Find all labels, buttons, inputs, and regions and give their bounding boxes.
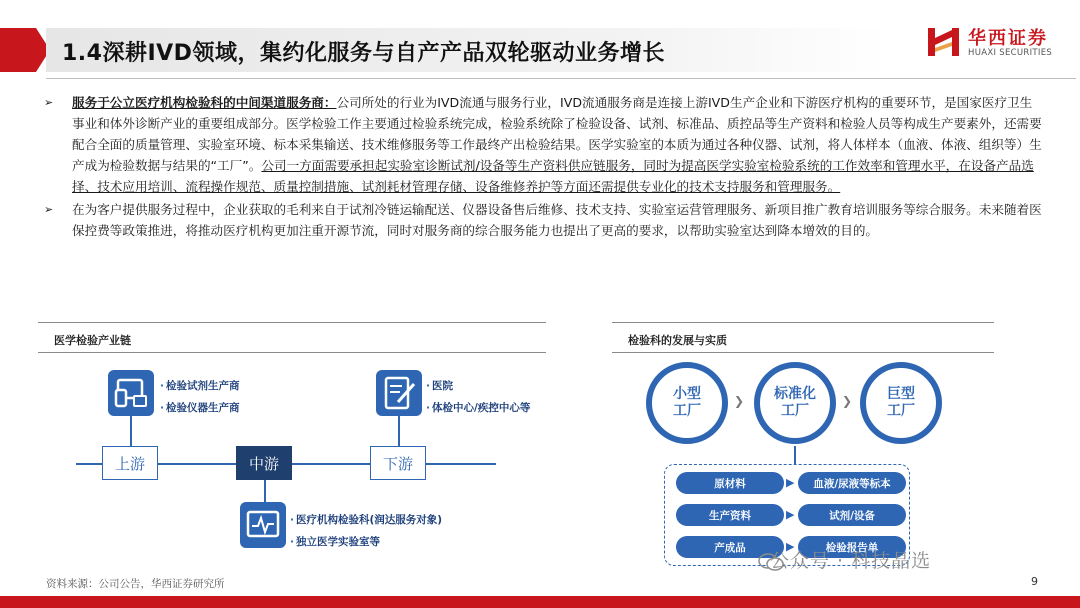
upstream-item: · 检验试剂生产商: [160, 380, 240, 392]
midstream-icon-box: [240, 502, 286, 548]
page-number: 9: [1031, 575, 1038, 588]
arrow-right-icon: ▶: [786, 476, 795, 489]
midstream-connector: [264, 480, 266, 504]
logo-chinese-name: 华西证券: [968, 28, 1048, 49]
bullet-item: [44, 199, 1044, 241]
midstream-item: · 医疗机构检验科(润达服务对象): [290, 514, 443, 526]
brand-logo: [926, 22, 1066, 62]
chevron-right-icon: ❯: [734, 394, 745, 408]
output-pill: 血液/尿液等标本: [798, 472, 906, 494]
bullet-lead: 服务于公立医疗机构检验科的中间渠道服务商：: [72, 95, 337, 110]
right-panel-bottom-line: [612, 352, 994, 353]
bullet-text: 公司所处的行业为IVD流通与服务行业，IVD流通服务商是连接上游IVD生产企业和下游医疗机构的重要环节，是国家医疗卫生事业和体外诊断产业的重要组成部分。医学检验工作主要通过检验系统完成，检验系统除了检验设备、试剂、标准品、质控品等生产资料和检验人员等构成生产要素外，还需要配合全面的质量管理、实验室环境、标本采集输送、技术维修服务等工作最终产出检验结果。医学实验室的本质为通过各种仪器、试剂，将人体样本（血液、体液、组织等）生产成为检验数据与结果的“工厂”。: [72, 95, 1042, 173]
bullet-item: [44, 92, 1044, 197]
input-pill: 产成品: [676, 536, 784, 558]
document-edit-icon: [376, 370, 422, 416]
bullet-arrow-icon: ➢: [44, 203, 54, 216]
bullet-text: 在为客户提供服务过程中，企业获取的毛利来自于试剂冷链运输配送、仪器设备售后维修、技术支持、实验室运营管理服务、新项目推广教育培训服务等综合服务。未来随着医保控费等政策推进，将推动医疗机构更加注重开源节流，同时对服务商的综合服务能力也提出了更高的要求，以帮助实验室达到降本增效的目的。: [72, 202, 1042, 238]
downstream-item: · 体检中心/疾控中心等: [426, 402, 531, 414]
title-accent-block: [0, 28, 36, 72]
upstream-connector: [130, 416, 132, 448]
arrow-right-icon: ▶: [786, 508, 795, 521]
stage-circle-small: [646, 362, 728, 444]
logo-english-name: HUAXI SECURITIES: [968, 48, 1053, 58]
right-panel-top-line: [612, 322, 994, 323]
output-pill: 检验报告单: [798, 536, 906, 558]
footer-bar: [0, 596, 1080, 608]
bullet-underlined-text: 公司一方面需要承担起实验室诊断试剂/设备等生产资料供应链服务，同时为提高医学实验室检验系统的工作效率和管理水平，在设备产品选择、技术应用培训、流程操作规范、质量控制措施、试剂耗材管理存储、设备维修养护等方面还需提供专业化的技术支持服务和管理服务。: [72, 158, 1034, 194]
huaxi-logo-icon: [926, 24, 962, 58]
circle-connector: [794, 446, 796, 464]
left-panel-title: 医学检验产业链: [54, 334, 131, 347]
stage-circle-standard: [754, 362, 836, 444]
upstream-item: · 检验仪器生产商: [160, 402, 240, 414]
stage-label: 标准化 工厂: [774, 386, 816, 419]
devices-icon: [108, 370, 154, 416]
stage-label: 小型 工厂: [673, 386, 701, 419]
upstream-box: 上游: [102, 446, 158, 480]
left-panel-top-line: [38, 322, 546, 323]
source-note: 资料来源：公司公告，华西证券研究所: [46, 578, 225, 590]
right-panel-title: 检验科的发展与实质: [628, 334, 727, 347]
input-pill: 生产资料: [676, 504, 784, 526]
downstream-icon-box: [376, 370, 422, 416]
midstream-box: 中游: [236, 446, 292, 480]
title-bar: [0, 28, 900, 72]
input-pill: 原材料: [676, 472, 784, 494]
page-title: 1.4深耕IVD领域，集约化服务与自产产品双轮驱动业务增长: [62, 41, 665, 66]
midstream-item: · 独立医学实验室等: [290, 536, 380, 548]
downstream-item: · 医院: [426, 380, 453, 392]
left-panel-bottom-line: [38, 352, 546, 353]
downstream-connector: [398, 416, 400, 448]
bullet-list: [44, 92, 1044, 243]
stage-label: 巨型 工厂: [887, 386, 915, 419]
bullet-arrow-icon: ➢: [44, 96, 54, 109]
watermark: 公众号 · 科技晶选: [770, 550, 932, 572]
stage-circle-giant: [860, 362, 942, 444]
chevron-right-icon: ❯: [842, 394, 853, 408]
header-divider: [46, 78, 1076, 79]
output-pill: 试剂/设备: [798, 504, 906, 526]
arrow-right-icon: ▶: [786, 540, 795, 553]
downstream-box: 下游: [370, 446, 426, 480]
upstream-icon-box: [108, 370, 154, 416]
monitor-pulse-icon: [240, 502, 286, 548]
